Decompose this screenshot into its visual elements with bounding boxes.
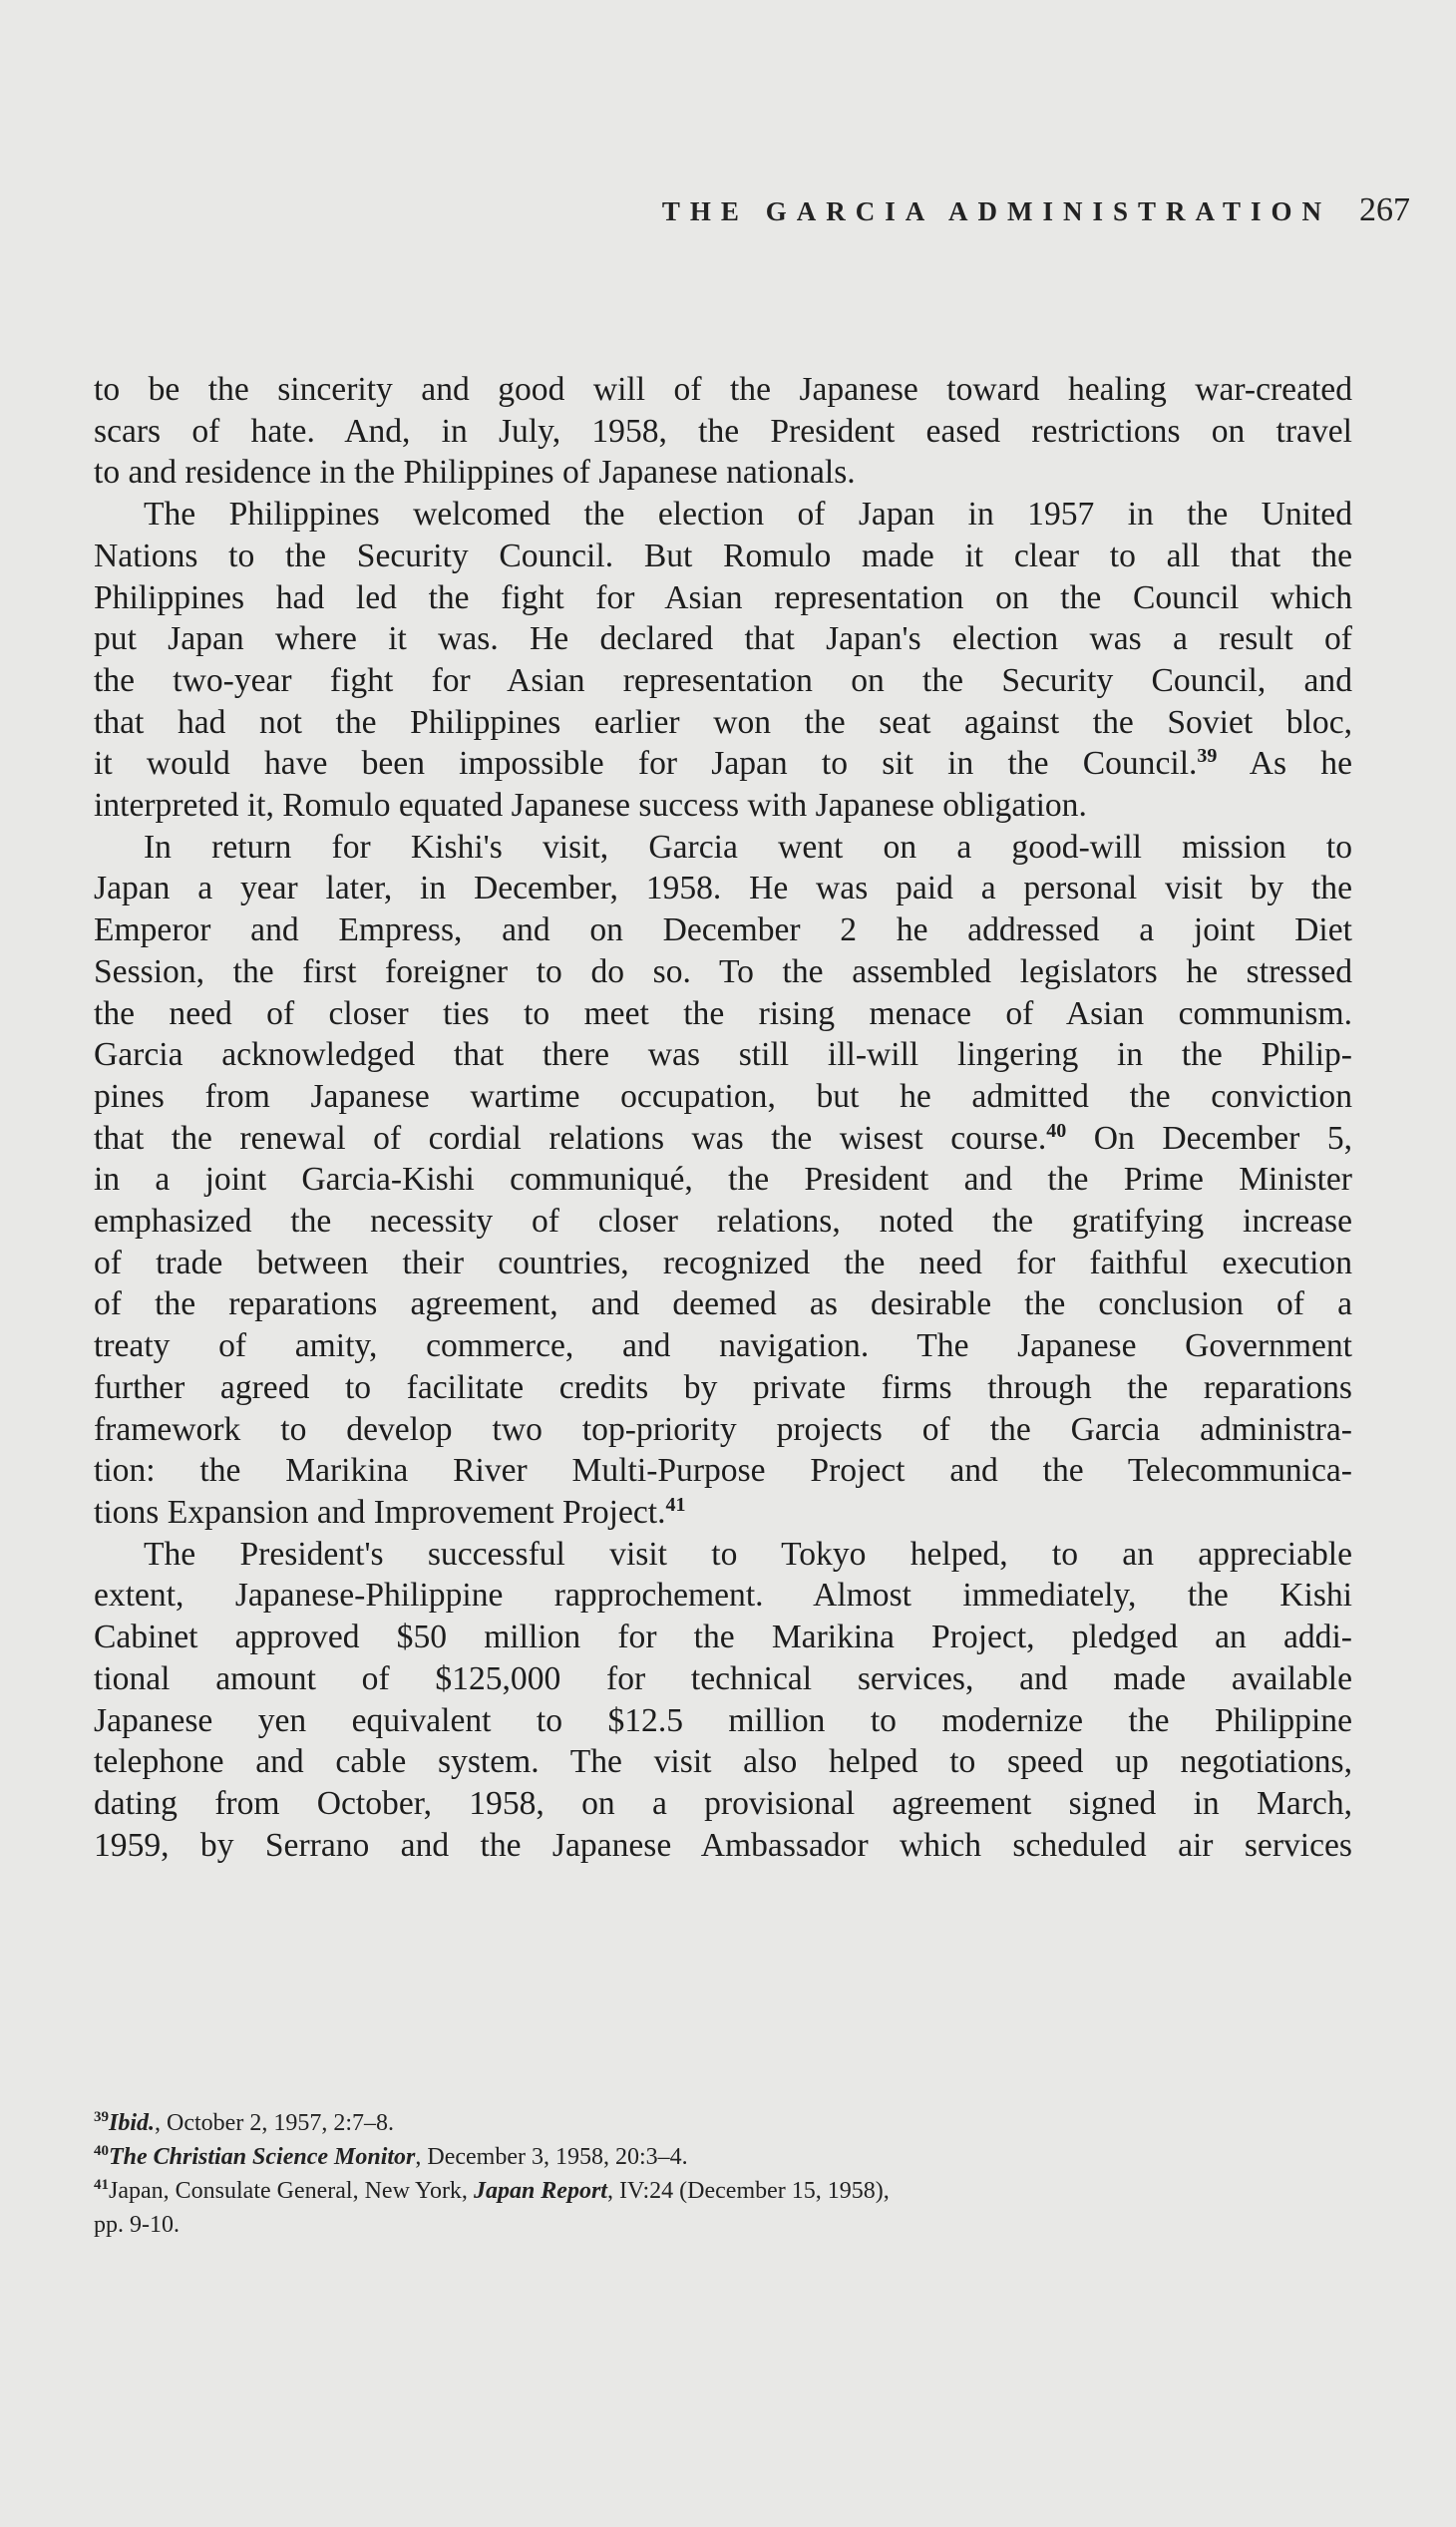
- footnote-40: [94, 2140, 1352, 2174]
- paragraph-2: [94, 494, 1352, 827]
- text-line: tional amount of $125,000 for technical services, and made available: [94, 1659, 1352, 1697]
- footnote-source-title: The Christian Science Monitor: [109, 2144, 416, 2170]
- text-line: that had not the Philippines earlier won the seat against the Soviet bloc,: [94, 703, 1352, 741]
- text-line: put Japan where it was. He declared that Japan's election was a result of: [94, 620, 1352, 658]
- text-line: extent, Japanese-Philippine rapprochement. Almost immediately, the Kishi: [94, 1577, 1352, 1615]
- text-line: Nations to the Security Council. But Romulo made it clear to all that the: [94, 537, 1352, 574]
- footnote-41-continuation: pp. 9-10.: [94, 2212, 180, 2238]
- text-line: in a joint Garcia-Kishi communiqué, the President and the Prime Minister: [94, 1161, 1352, 1199]
- text-line: the need of closer ties to meet the rising menace of Asian communism.: [94, 994, 1352, 1032]
- text-line: Cabinet approved $50 million for the Marikina Project, pledged an addi-: [94, 1619, 1352, 1656]
- footnote-text: , October 2, 1957, 2:7–8.: [155, 2110, 394, 2136]
- text-segment: it would have been impossible for Japan to sit in the Council.: [94, 745, 1198, 783]
- paragraph-4: [94, 1534, 1352, 1867]
- footnote-ref-39: 39: [1197, 745, 1218, 768]
- text-segment: that the renewal of cordial relations was the wisest course.: [94, 1119, 1047, 1157]
- footnote-ref-41: 41: [665, 1493, 686, 1516]
- footnotes: [94, 2106, 1352, 2242]
- text-line: In return for Kishi's visit, Garcia went on a good-will mission to: [144, 828, 1352, 866]
- footnote-text: Japan, Consulate General, New York,: [109, 2178, 474, 2204]
- footnote-text: , IV:24 (December 15, 1958),: [606, 2178, 890, 2204]
- text-line: Philippines had led the fight for Asian representation on the Council which: [94, 578, 1352, 616]
- text-line: Japanese yen equivalent to $12.5 million to modernize the Philippine: [94, 1701, 1352, 1739]
- paragraph-1: [94, 369, 1352, 494]
- text-line: Session, the first foreigner to do so. To the assembled legislators he stressed: [94, 952, 1352, 990]
- text-line: further agreed to facilitate credits by private firms through the reparations: [94, 1368, 1352, 1406]
- text-line: the two-year fight for Asian representation on the Security Council, and: [94, 661, 1352, 699]
- text-line: [94, 1118, 1352, 1160]
- running-head: [662, 191, 1410, 229]
- body-text: [94, 369, 1352, 1866]
- text-line: Garcia acknowledged that there was still ill-will lingering in the Philip-: [94, 1036, 1352, 1074]
- text-line: emphasized the necessity of closer relations, noted the gratifying increase: [94, 1203, 1352, 1241]
- footnote-ref-40: 40: [1046, 1119, 1067, 1142]
- text-line: treaty of amity, commerce, and navigation. The Japanese Government: [94, 1327, 1352, 1365]
- footnote-number: 40: [94, 2143, 109, 2159]
- text-segment: tions Expansion and Improvement Project.: [94, 1493, 666, 1531]
- text-line: [94, 1492, 1352, 1534]
- text-line: Emperor and Empress, and on December 2 he addressed a joint Diet: [94, 911, 1352, 949]
- text-line: Japan a year later, in December, 1958. He was paid a personal visit by the: [94, 870, 1352, 907]
- text-line: pines from Japanese wartime occupation, but he admitted the conviction: [94, 1077, 1352, 1115]
- footnote-39: [94, 2106, 1352, 2140]
- text-line: The President's successful visit to Tokyo helped, to an appreciable: [144, 1535, 1352, 1573]
- text-line: of the reparations agreement, and deemed as desirable the conclusion of a: [94, 1285, 1352, 1323]
- footnote-41: [94, 2174, 1352, 2208]
- text-line: [94, 743, 1352, 785]
- text-segment: On December 5,: [1066, 1119, 1353, 1157]
- text-line: of trade between their countries, recognized the need for faithful execution: [94, 1244, 1352, 1281]
- text-line: interpreted it, Romulo equated Japanese success with Japanese obligation.: [94, 787, 1087, 825]
- text-line: telephone and cable system. The visit also helped to speed up negotiations,: [94, 1743, 1352, 1781]
- text-line: tion: the Marikina River Multi-Purpose Project and the Telecommunica-: [94, 1452, 1352, 1490]
- running-title: THE GARCIA ADMINISTRATION: [661, 196, 1331, 226]
- footnote-number: 41: [94, 2177, 109, 2193]
- page-number: 267: [1359, 191, 1410, 228]
- text-line: 1959, by Serrano and the Japanese Ambassador which scheduled air services: [94, 1826, 1352, 1864]
- text-line: to and residence in the Philippines of Japanese nationals.: [94, 454, 856, 492]
- footnote-text: , December 3, 1958, 20:3–4.: [415, 2144, 688, 2170]
- paragraph-3: [94, 827, 1352, 1534]
- text-line: scars of hate. And, in July, 1958, the President eased restrictions on travel: [94, 412, 1352, 450]
- text-line: dating from October, 1958, on a provisional agreement signed in March,: [94, 1784, 1352, 1822]
- text-line: to be the sincerity and good will of the Japanese toward healing war-created: [94, 371, 1352, 408]
- text-segment: As he: [1217, 745, 1352, 783]
- footnote-source-title: Japan Report: [473, 2178, 607, 2204]
- footnote-source-title: Ibid.: [109, 2110, 156, 2136]
- footnote-number: 39: [94, 2109, 109, 2125]
- text-line: framework to develop two top-priority projects of the Garcia administra-: [94, 1410, 1352, 1448]
- text-line: The Philippines welcomed the election of Japan in 1957 in the United: [144, 496, 1352, 534]
